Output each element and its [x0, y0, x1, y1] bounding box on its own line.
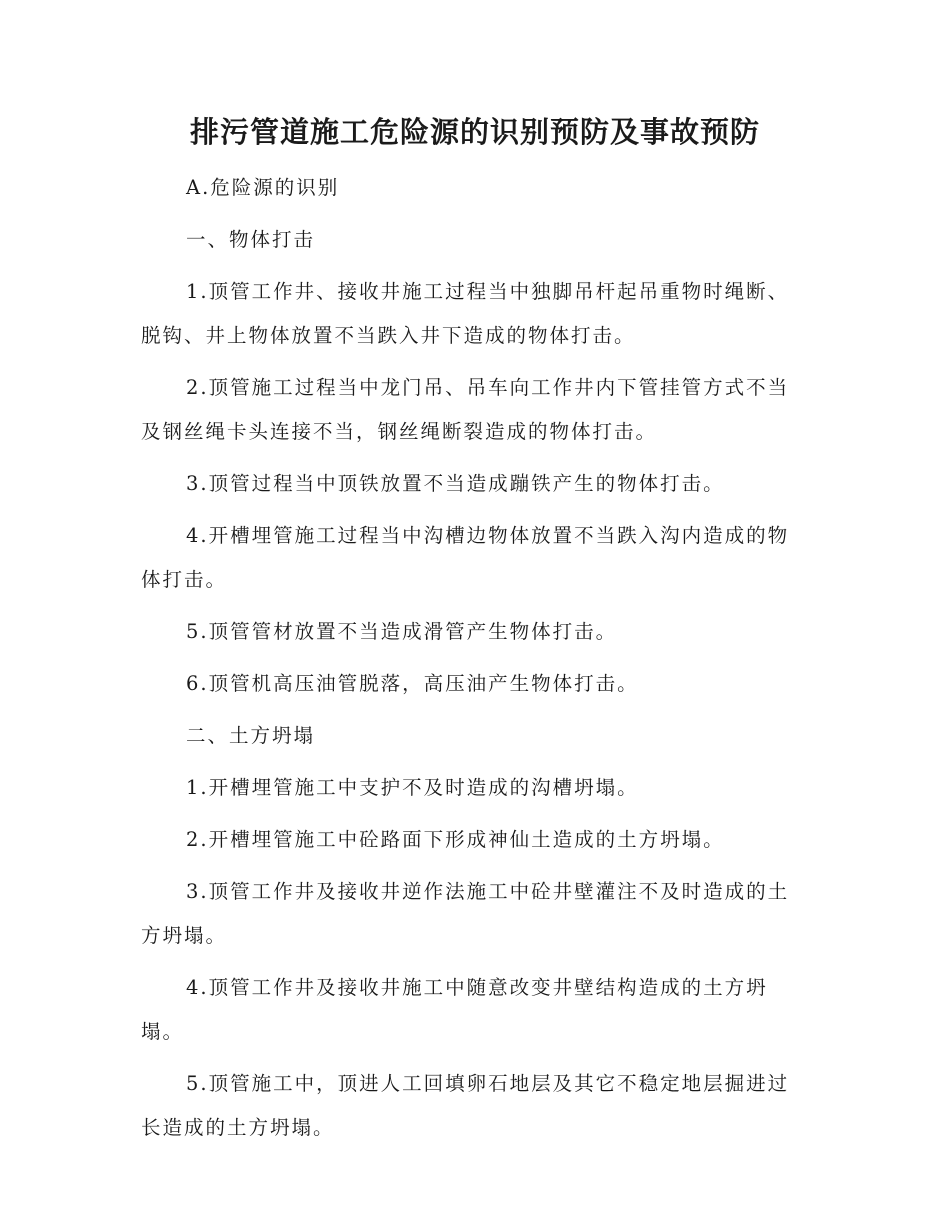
- paragraph: 4.开槽埋管施工过程当中沟槽边物体放置不当跌入沟内造成的物体打击。: [141, 524, 790, 591]
- paragraph: 6.顶管机高压油管脱落，高压油产生物体打击。: [186, 672, 639, 695]
- paragraph: 2.开槽埋管施工中砼路面下形成神仙土造成的土方坍塌。: [186, 828, 725, 851]
- paragraph: 3.顶管工作井及接收井逆作法施工中砼井壁灌注不及时造成的土方坍塌。: [141, 880, 790, 947]
- section-heading-2: 二、土方坍塌: [186, 724, 316, 747]
- paragraph: 5.顶管管材放置不当造成滑管产生物体打击。: [186, 620, 618, 643]
- document-title: 排污管道施工危险源的识别预防及事故预防: [189, 115, 760, 149]
- paragraph: 4.顶管工作井及接收井施工中随意改变井壁结构造成的土方坍塌。: [141, 976, 768, 1043]
- paragraph: 2.顶管施工过程当中龙门吊、吊车向工作井内下管挂管方式不当及钢丝绳卡头连接不当，钢丝绳断裂造成的物体打击。: [141, 376, 790, 443]
- document-body: [141, 166, 801, 1158]
- section-heading-1: 一、物体打击: [186, 228, 316, 251]
- paragraph: 3.顶管过程当中顶铁放置不当造成蹦铁产生的物体打击。: [186, 472, 725, 495]
- paragraph: 5.顶管施工中，顶进人工回填卵石地层及其它不稳定地层掘进过长造成的土方坍塌。: [141, 1072, 790, 1139]
- section-heading-a: A.危险源的识别: [186, 176, 340, 199]
- paragraph: 1.开槽埋管施工中支护不及时造成的沟槽坍塌。: [186, 776, 639, 799]
- paragraph: 1.顶管工作井、接收井施工过程当中独脚吊杆起吊重物时绳断、脱钩、井上物体放置不当跌入井下造成的物体打击。: [141, 280, 790, 347]
